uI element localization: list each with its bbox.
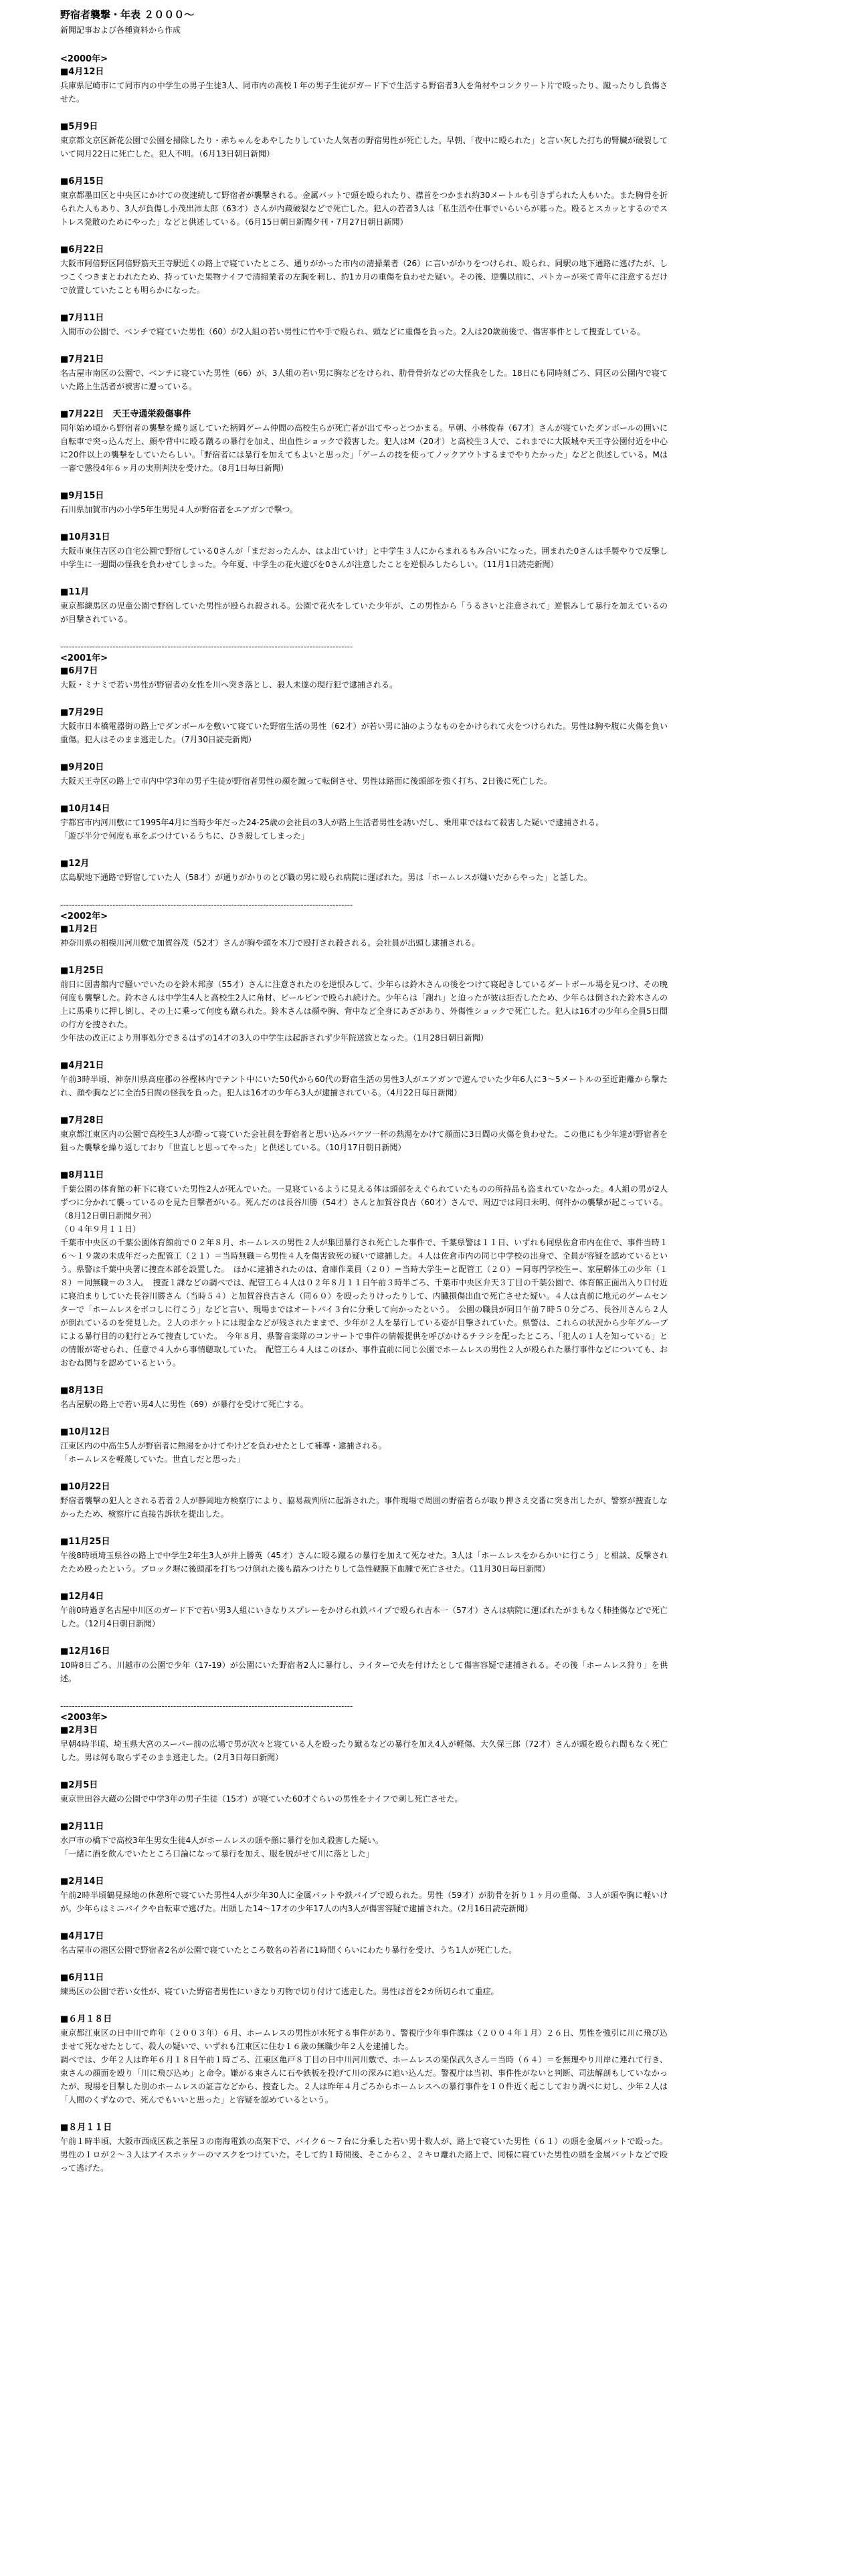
event-date: ■10月31日 — [60, 532, 110, 542]
event-text: 午後8時頃埼玉県谷の路上で中学生2年生3人が井上勝英（45才）さんに殴る蹴るの暴行を加えて死なせた。3人は「ホームレスをからかいに行こう」と相談、反撃されたため殴ったという。ブロック塀に後頭部を打ちつけ倒れた後も踏みつけたりして急性硬膜下血腫で死亡させた。（11月30日毎日新聞） — [60, 1551, 668, 1574]
event-date: ■9月20日 — [60, 762, 104, 772]
event-text: 名古屋市の港区公園で野宿者2名が公園で寝ていたところ数名の若者に1時間くらいにわたり暴行を受け、うち1人が死亡した。 — [60, 1945, 517, 1955]
event-text: 広島駅地下通路で野宿していた人（58才）が通りがかりのとび職の男に殴られ病院に運ばれた。男は「ホームレスが嫌いだからやった」と話した。 — [60, 873, 592, 882]
event-date: ■12月16日 — [60, 1646, 110, 1656]
event-text: 同年始め頃から野宿者の襲撃を繰り返していた柄岡ゲーム仲間の高校生らが死亡者が出てやっとつかまる。早朝、小林俊春（67才）さんが寝ていたダンボールの囲いに自転車で突っ込んだ上、顔や背中に殴る蹴るの暴行を加え、出血性ショックで殺害した。犯人はM（20才）と高校生３人で、これまでに大阪城や天王寺公園付近を中心に20件以上の襲撃をしていたらしい。「野宿者には暴行を加えてもよいと思った」「ゲームの技を使ってノックアウトするまでやりたかった」などと供述している。Mは一審で懲役4年６ヶ月の実刑判決を受けた。（8月1日毎日新聞） — [60, 423, 668, 473]
event-date: ■2月11日 — [60, 1822, 104, 1832]
event-date: ■7月29日 — [60, 708, 104, 718]
event-text: 10時8日ごろ、川越市の公園で少年（17-19）が公園にいた野宿者2人に暴行し、ライターで火を付けたとして傷害容疑で逮捕される。その後「ホームレス狩り」を供述。 — [60, 1660, 668, 1683]
event-entry — [60, 761, 668, 788]
event-entry — [60, 1971, 668, 1998]
year-section — [60, 899, 668, 1685]
event-text: 大阪天王寺区の路上で市内中学3年の男子生徒が野宿者男性の顔を蹴って転倒させ、男性は路面に後頭部を強く打ち、2日後に死亡した。 — [60, 776, 552, 786]
page-subtitle: 新聞記事および各種資料から作成 — [60, 25, 181, 35]
event-entry — [60, 1779, 668, 1806]
event-date: ■4月21日 — [60, 1061, 104, 1071]
event-date: ■4月17日 — [60, 1931, 104, 1941]
event-text: 東京都文京区新花公園で公園を掃除したり・赤ちゃんをあやしたりしていた人気者の野宿男性が死亡した。早朝、「夜中に殴られた」と言い灰した打ち的腎臓が破裂していて同月22日に死亡した。犯人不明。（6月13日朝日新聞） — [60, 136, 668, 158]
event-date: ■1月25日 — [60, 966, 104, 976]
event-entry — [60, 964, 668, 1045]
event-date: ■８月１１日 — [60, 2123, 112, 2133]
event-date: ■6月22日 — [60, 245, 104, 255]
event-date: ■5月9日 — [60, 122, 98, 132]
year-section — [60, 53, 668, 626]
event-text: 午前3時半頃、神奈川県高座郡の谷樫林内でテント中にいた50代から60代の野宿生活の男性3人がエアガンで遊んでいた少年6人に3～5メートルの至近距離から撃たれ、顔や胸などに全治5日間の怪我を負った。犯人は16才の少年ら3人が逮捕されている。（4月22日毎日新聞） — [60, 1075, 668, 1097]
event-text: 野宿者襲撃の犯人とされる若者２人が静岡地方検察庁により、脇易裁判所に起訴された。事件現場で周囲の野宿者らが取り押さえ交番に突き出したが、警察が捜査しなかったため、検察庁に直接告訴状を提出した。 — [60, 1496, 668, 1519]
event-entry — [60, 175, 668, 229]
event-date: ■7月22日 天王寺通栄殺傷事件 — [60, 409, 191, 419]
event-entry — [60, 353, 668, 393]
event-date: ■６月１８日 — [60, 2014, 112, 2024]
chronology — [60, 53, 668, 2175]
event-date: ■10月22日 — [60, 1482, 110, 1492]
event-entry — [60, 1169, 668, 1370]
event-text: 千葉公園の体育館の軒下に寝ていた男性2人が死んでいた。一見寝ているように見える体は頭部をえぐられていたものの所持品も盗まれていなかった。4人組の男が2人ずつに分かれて襲っているのを見た目撃者がいる。死んだのは長谷川勝（54才）さんと加賀谷良吉（60才）さんで、周辺では同日未明、何件かの襲撃が起こっている。（8月12日朝日新聞夕刊） — [60, 1184, 668, 1220]
event-text: 早朝4時半頃、埼玉県大宮のスーパー前の広場で男が次々と寝ている人を殴ったり蹴るなどの暴行を加え4人が軽傷、大久保三郎（72才）さんが頭を殴られ間もなく死亡した。男は何も取らずそのまま逃走した。（2月3日毎日新聞） — [60, 1739, 668, 1762]
event-date: ■2月14日 — [60, 1876, 104, 1887]
event-entry — [60, 490, 668, 516]
event-text: 午前2時半頃鶴見緑地の休憩所で寝ていた男性4人が少年30人に金属バットや鉄パイプで殴られた。男性（59才）が肋骨を折り１ヶ月の重傷、３人が頭や胸に軽いけが。少年らはミニバイクや自転車で逃げた。出頭した14～17才の少年17人の内3人が傷害容疑で逮捕された。（2月16日読売新聞） — [60, 1891, 668, 1913]
event-text: 入間市の公園で、ベンチで寝ていた男性（60）が2人組の若い男性に竹や手で殴られ、頭などに重傷を負った。2人は20歳前後で、傷害事件として捜査している。 — [60, 327, 646, 336]
event-text: 水戸市の橋下で高校3年生男女生徒4人がホームレスの頭や顔に暴行を加え殺害した疑い。 — [60, 1836, 383, 1845]
event-entry — [60, 2121, 668, 2175]
event-entry — [60, 1535, 668, 1576]
event-text: 宇都宮市内河川敷にて1995年4月に当時少年だった24-25歳の会社員の3人が路上生活者男性を誘いだし、乗用車ではねて殺害した疑いで逮捕される。 — [60, 818, 604, 827]
event-text: 午前0時過ぎ名古屋中川区のガード下で若い男3人組にいきなりスプレーをかけられ鉄パイプで殴られ吉本一（57才）さんは病院に運ばれたがまもなく肺挫傷などで死亡した。（12月4日朝日新聞） — [60, 1606, 668, 1628]
event-entry — [60, 665, 668, 691]
event-date: ■2月5日 — [60, 1780, 98, 1790]
event-entry — [60, 408, 668, 475]
event-date: ■10月12日 — [60, 1427, 110, 1437]
event-entry — [60, 1875, 668, 1915]
event-date: ■6月15日 — [60, 177, 104, 187]
event-entry — [60, 243, 668, 297]
year-heading: <2003年> — [60, 1713, 108, 1723]
event-text: 江東区内の中高生5人が野宿者に熱湯をかけてやけどを負わせたとして補導・逮捕される。 — [60, 1441, 387, 1451]
event-text: 少年法の改正により刑事処分できるはずの14才の3人の中学生は起訴されず少年院送致となった。（1月28日朝日新聞） — [60, 1033, 488, 1043]
event-entry — [60, 2013, 668, 2107]
event-text: 大阪市阿倍野区阿倍野筋天王寺駅近くの路上で寝ていたところ、通りがかった市内の清掃業者（26）に言いがかりをつけられ、殴られ、同駅の地下通路に逃げたが、しつこくつきまとわれたため、持っていた果物ナイフで清掃業者の左胸を刺し、約1カ月の重傷を負わせた疑い。その後、逆襲以前に、パトカーが来て青年に注意するだけで放置していたことも明らかになった。 — [60, 259, 668, 295]
event-entry — [60, 66, 668, 106]
event-entry — [60, 706, 668, 746]
event-text: 東京都江東区の日中川で昨年（２００３年）６月、ホームレスの男性が水死する事件があり、警視庁少年事件課は（２００４年１月）２６日、男性を強引に川に飛び込ませて死なせたとして、殺人の疑いで、いずれも江東区に住む１６歳の無職少年２人を逮捕した。 — [60, 2028, 668, 2051]
event-text: 神奈川県の相模川河川敷で加賀谷茂（52才）さんが胸や頭を木刀で殴打され殺される。会社員が出頭し逮捕される。 — [60, 938, 480, 948]
event-entry — [60, 1384, 668, 1411]
event-text: 東京世田谷大蔵の公園で中学3年の男子生徒（15才）が寝ていた60才ぐらいの男性をナイフで刺し死亡させた。 — [60, 1794, 463, 1804]
event-text: 練馬区の公園で若い女性が、寝ていた野宿者男性にいきなり刃物で切り付けて逃走した。男性は首を2カ所切られて重症。 — [60, 1987, 499, 1996]
event-text: 名古屋市南区の公園で、ベンチに寝ていた男性（66）が、3人組の若い男に胸などをけられ、肋骨骨折などの大怪我をした。18日にも同時刻ごろ、同区の公園内で寝ていた路上生活者が被害に遭っている。 — [60, 368, 668, 391]
event-entry — [60, 923, 668, 950]
section-separator: ----------------------------------------------------------------------------------------------------- — [60, 642, 353, 651]
event-text: 東京都墨田区と中央区にかけての夜速続して野宿者が襲撃される。金属バットで頭を殴られたり、襟首をつかまれ約30メートルも引きずられた人もいた。また胸骨を折られた人もあり、3人が負傷し小茂出沛太郎（63才）さんが内蔵破裂などで死亡した。犯人の若者3人は「私生活や仕事でいらいらが募った。殴るとスカッとするのでストレス発散のためにやった」などと供述している。（6月15日朝日新聞夕刊・7月27日朝日新聞） — [60, 191, 668, 227]
event-date: ■7月28日 — [60, 1115, 104, 1125]
event-text: 「一緒に酒を飲んでいたところ口論になって暴行を加え、服を脱がせて川に落とした」 — [60, 1849, 374, 1858]
event-date: ■7月21日 — [60, 354, 104, 364]
event-text: 石川県加賀市内の小学5年生男児４人が野宿者をエアガンで撃つ。 — [60, 505, 298, 514]
page-title: 野宿者襲撃・年表 ２０００～ — [60, 9, 195, 21]
event-text: 調べでは、少年２人は昨年６月１８日午前１時ごろ、江東区亀戸８丁目の日中川河川敷で、ホームレスの楽保武久さん＝当時（６４）＝を無理やり川岸に連れて行き、束さんの顔面を殴り「川に飛び込め」と命令。嫌がる束さんに石や鉄板を投げて川の深みに追い込んだ。警視庁は当初、事件性がないと判断、司法解剖もしていなかったが、現場を目撃した別のホームレスの証言などから、捜査した。２人は昨年４月ごろからホームレスへの暴行事件を１０件近く起こしており調べに対し、少年２人は「人間のくずなので、死んでもいいと思った」と容疑を認めているという。 — [60, 2055, 668, 2105]
event-text: 「遊び半分で何度も車をぶつけているうちに、ひき殺してしまった」 — [60, 831, 310, 841]
event-text: 兵庫県尼崎市にて同市内の中学生の男子生徒3人、同市内の高校１年の男子生徒がガード下で生活する野宿者3人を角材やコンクリート片で殴ったり、蹴ったりし負傷させた。 — [60, 81, 668, 104]
year-heading: <2000年> — [60, 54, 108, 64]
event-entry — [60, 312, 668, 338]
event-entry — [60, 1590, 668, 1630]
event-text: 大阪・ミナミで若い男性が野宿者の女性を川へ突き落とし、殺人未遂の現行犯で逮捕される。 — [60, 680, 398, 689]
event-date: ■12月 — [60, 859, 90, 869]
year-heading: <2002年> — [60, 911, 108, 922]
event-date: ■10月14日 — [60, 804, 110, 814]
event-text: 前日に図書館内で騒いでいたのを鈴木邦彦（55才）さんに注意されたのを逆恨みして、少年らは鈴木さんの後をつけて寝起きしているダートボール場を見つけ、その晩何度も襲撃した。鈴木さんは中学生4人と高校生2人に角材、ビールビンで殴られ続けた。少年らは「謝れ」と迫ったが彼は拒否したため、少年らは倒された鈴木さんの上に馬乗りに押し倒し、その上に乗って何度も蹴られた。鈴木さんは顔や胸、背中など全身にあざがあり、外傷性ショックで死亡した。犯人は16才の少年ら全員5日間の行方を捜された。 — [60, 980, 668, 1029]
event-text: 大阪市東住吉区の自宅公園で野宿している0さんが「まだおったんか、はよ出ていけ」と中学生３人にからまれるもみ合いになった。囲まれた0さんは手製やりで反撃し中学生に一週間の怪我を負わせてしまった。今年夏、中学生の花火遊びを0さんが注意したことを逆恨みしたらしい。（11月1日読売新聞） — [60, 546, 668, 569]
event-entry — [60, 1426, 668, 1466]
event-date: ■4月12日 — [60, 67, 104, 77]
event-date: ■8月13日 — [60, 1386, 104, 1396]
event-entry — [60, 120, 668, 160]
event-entry — [60, 586, 668, 626]
event-text: （０４年９月１１日） — [60, 1224, 141, 1234]
event-date: ■11月25日 — [60, 1537, 110, 1547]
event-text: 大阪市日本橋電器街の路上でダンボールを敷いて寝ていた野宿生活の男性（62才）が若い男に油のようなものをかけられて火をつけられた。男性は胸や腹に火傷を負い重傷。犯人はそのまま逃走した。（7月30日読売新聞） — [60, 722, 668, 744]
event-entry — [60, 531, 668, 571]
event-text: 午前１時半頃、大阪市西成区萩之茶屋３の南海電鉄の高架下で、バイク６～７台に分乗した若い男十数人が、路上で寝ていた男性（６１）の頭を金属バットで殴った。男性の１ロが２～３人はアイスホッケーのマスクをつけていた。そして約１時間後、そこから２、２キロ離れた路上で、同様に寝ていた男性の頭を金属バットなどで殴って逃げた。 — [60, 2137, 668, 2173]
event-entry — [60, 857, 668, 884]
event-entry — [60, 802, 668, 843]
event-text: 東京都江東区内の公園で高校生3人が酔って寝ていた会社員を野宿者と思い込みバケツ一杯の熱湯をかけて顔面に3日間の火傷を負わせた。この他にも少年達が野宿者を狙った襲撃を繰り返しており「世直しと思ってやった」と供述している。（10月17日朝日新聞） — [60, 1130, 668, 1152]
section-separator: ----------------------------------------------------------------------------------------------------- — [60, 900, 353, 909]
section-separator: ----------------------------------------------------------------------------------------------------- — [60, 1701, 353, 1711]
event-entry — [60, 1481, 668, 1521]
event-date: ■2月3日 — [60, 1725, 98, 1735]
event-text: 名古屋駅の路上で若い男4人に男性（69）が暴行を受けて死亡する。 — [60, 1400, 308, 1409]
event-entry — [60, 1645, 668, 1685]
year-section — [60, 641, 668, 884]
event-text: 千葉市中央区の千葉公園体育館前で０２年８月、ホームレスの男性２人が集団暴行され死亡した事件で、千葉県警は１１日、いずれも同県佐倉市内在住で、事件当時１６～１９歳の未成年だった配管工（２１）＝当時無職＝ら男性４人を傷害致死の疑いで逮捕した。４人は佐倉市内の同じ中学校の出身で、全員が容疑を認めているという。県警は千葉中央署に捜査本部を設置した。 ほかに逮捕されたのは、倉庫作業員（２０）＝当時大学生＝と配管工（２０）＝同専門学校生＝、家屋解体工の少年（１８）＝同無職＝の３人。 捜査１課などの調べでは、配管工ら４人は０２年８月１１日午前３時半ごろ、千葉市中央区弁天３丁目の千葉公園で、体育館正面出入り口付近に寝泊まりしていた長谷川勝さん（当時５４）と加賀谷良吉さん（同６０）を殴ったりけったりして、内臓損傷出血で死亡させた疑い。４人は直前に地元のゲームセンターで「ホームレスをボコしに行こう」などと言い、現場まではオートバイ３台に分乗して向かったという。 公園の職員が同日午前７時５０分ごろ、長谷川さんら２人が倒れているのを発見した。２人のポケットには現金などが残されたままで、少年が２人を暴行している姿が目撃されていた。県警は、これらの状況から少年グループによる暴行目的の犯行とみて捜査していた。 今年８月、県警音楽隊のコンサートで事件の情報提供を呼びかけるチラシを配ったところ、「犯人の１人を知っている」との情報が寄せられ、任意で４人から事情聴取していた。 配管工ら４人はこのほか、事件直前に同じ公園でホームレスの男性２人が殴られた暴行事件などについても、おおむね関与を認めているという。 — [60, 1238, 668, 1368]
event-date: ■1月2日 — [60, 924, 98, 934]
event-date: ■7月11日 — [60, 313, 104, 323]
year-heading: <2001年> — [60, 653, 108, 663]
event-entry — [60, 1059, 668, 1099]
event-date: ■9月15日 — [60, 491, 104, 501]
event-entry — [60, 1930, 668, 1957]
year-section — [60, 1700, 668, 2175]
event-entry — [60, 1820, 668, 1860]
event-date: ■11月 — [60, 587, 90, 597]
event-entry — [60, 1114, 668, 1154]
event-date: ■12月4日 — [60, 1592, 104, 1602]
event-text: 「ホームレスを軽蔑していた。世直しだと思った」 — [60, 1455, 245, 1464]
event-text: 東京都練馬区の児童公園で野宿していた男性が殴られ殺される。公園で花火をしていた少年が、この男性から「うるさいと注意されて」逆恨みして暴行を加えているのが目撃されている。 — [60, 601, 668, 624]
event-date: ■6月7日 — [60, 666, 98, 676]
event-entry — [60, 1724, 668, 1764]
event-date: ■8月11日 — [60, 1170, 104, 1180]
event-date: ■6月11日 — [60, 1973, 104, 1983]
